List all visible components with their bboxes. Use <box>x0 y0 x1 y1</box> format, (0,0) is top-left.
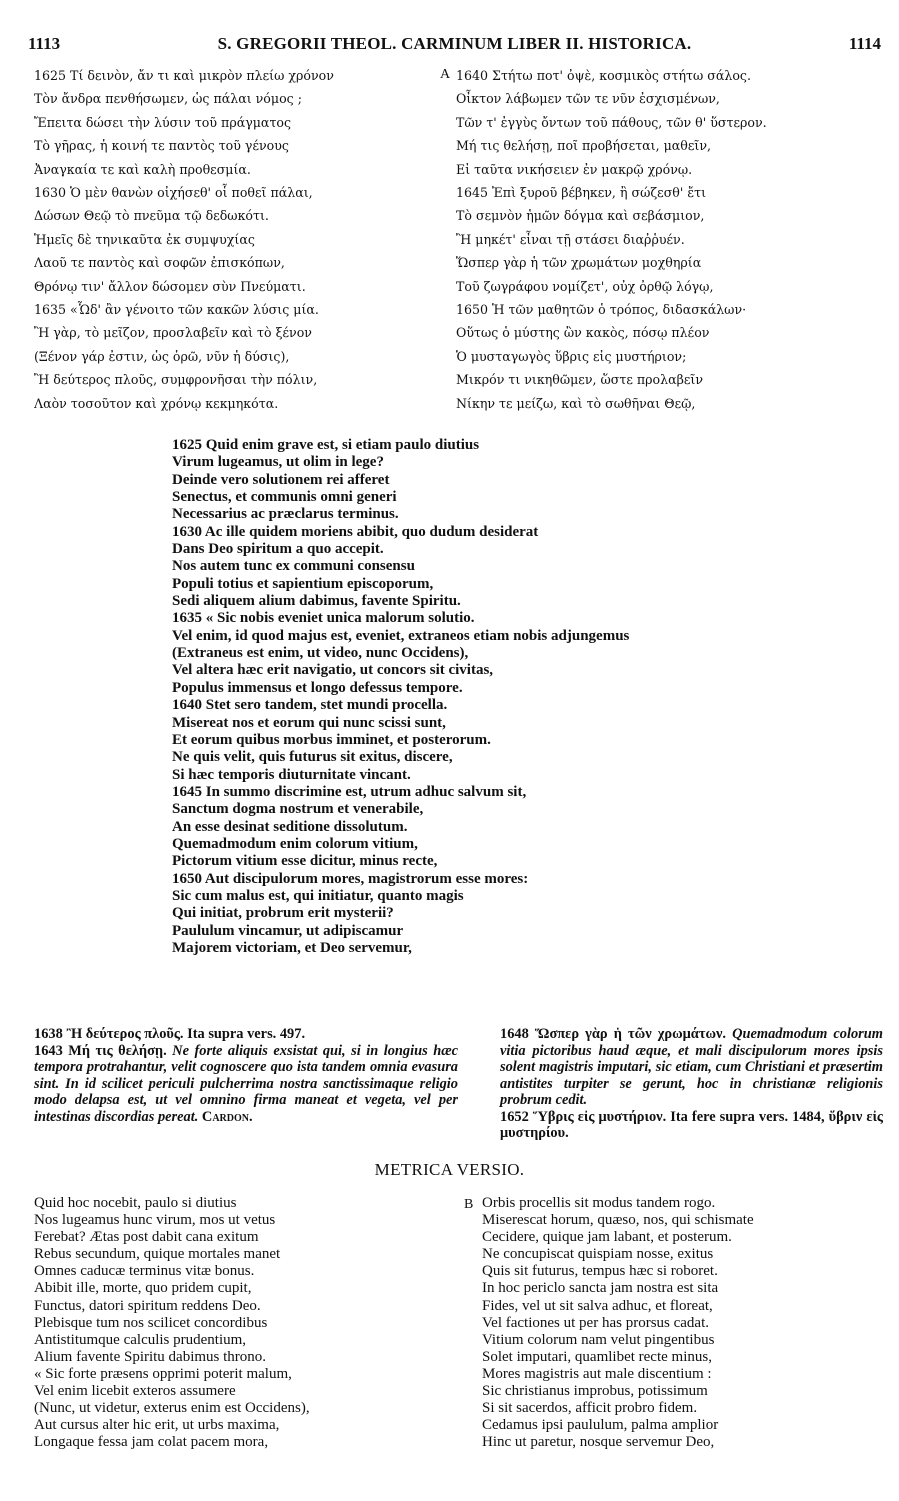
greek-verse-line: Τὸ σεμνὸν ἡμῶν δόγμα καὶ σεβάσμιον, <box>456 208 705 224</box>
greek-verse-line: Δώσων Θεῷ τὸ πνεῦμα τῷ δεδωκότι. <box>34 208 269 224</box>
latin-verse-line: Si hæc temporis diuturnitate vincant. <box>172 766 411 783</box>
metrical-verse-line: Ferebat? Ætas post dabit cana exitum <box>34 1229 259 1246</box>
greek-verse-line: Λαὸν τοσοῦτον καὶ χρόνῳ κεκμηκότα. <box>34 395 279 411</box>
greek-verse-line: (Ξένον γάρ ἐστιν, ὡς ὁρῶ, νῦν ἡ δύσις), <box>34 348 290 364</box>
metrical-verse-line: (Nunc, ut videtur, exterus enim est Occidens), <box>34 1400 310 1417</box>
greek-verse-line: Ἔπειτα δώσει τὴν λύσιν τοῦ πράγματος <box>34 114 292 130</box>
metrical-verse-line: Functus, datori spiritum reddens Deo. <box>34 1297 261 1314</box>
footnote-1648: 1648 Ὥσπερ γὰρ ἡ τῶν χρωμάτων. Quemadmodum colorum vitia pictoribus haud æque, et mali discipulorum mores ipsis solent magistris imputari, sic etiam, cum Christiani et præsertim antistites turpiter se gerunt, hoc in christianæ religionis probrum cedit. <box>500 1026 883 1108</box>
metrical-verse-line: Fides, vel ut sit salva adhuc, et floreat, <box>482 1297 713 1314</box>
metrical-verse-line: « Sic forte præsens opprimi poterit malum, <box>34 1365 292 1382</box>
greek-verse-line: Οὕτως ὁ μύστης ὢν κακὸς, πόσῳ πλέον <box>456 325 710 341</box>
metrical-verse-line: Cecidere, quique jam labant, et posterum. <box>482 1229 732 1246</box>
page-number-left: 1113 <box>28 34 61 53</box>
latin-verse-line: Sedi aliquem alium dabimus, favente Spiritu. <box>172 593 461 610</box>
latin-verse-line: Vel enim, id quod majus est, eveniet, extraneos etiam nobis adjungemus <box>172 627 630 644</box>
latin-translation-block <box>172 437 832 957</box>
metrical-verse-line: Orbis procellis sit modus tandem rogo. <box>482 1195 716 1211</box>
greek-text-column-right <box>456 64 896 415</box>
greek-verse-line: 1630 Ὁ μὲν θανὼν οἰχήσεθ' οἷ ποθεῖ πάλαι, <box>34 185 313 201</box>
greek-verse-line: Ἡμεῖς δὲ τηνικαῦτα ἐκ συμψυχίας <box>34 231 255 247</box>
greek-verse-line: Τὸ γῆρας, ἡ κοινή τε παντὸς τοῦ γένους <box>34 138 289 154</box>
greek-verse-line: Ὁ μυσταγωγὸς ὕβρις εἰς μυστήριον; <box>456 348 687 364</box>
latin-verse-line: 1630 Ac ille quidem moriens abibit, quo dudum desiderat <box>172 523 539 540</box>
metrical-verse-line: Quis sit futurus, tempus hæc si roboret. <box>482 1263 718 1280</box>
footnote-1652: 1652 Ὕβρις εἰς μυστήριον. Ita fere supra vers. 1484, ὕβριν εἰς μυστηρίου. <box>500 1108 884 1141</box>
running-title: S. GREGORII THEOL. CARMINUM LIBER II. HISTORICA. <box>217 34 692 53</box>
latin-verse-line: Et eorum quibus morbus imminet, et posterorum. <box>172 731 491 748</box>
greek-verse-line: Μή τις θελήσῃ, ποῖ προβήσεται, μαθεῖν, <box>456 138 712 154</box>
greek-verse-line: Εἰ ταῦτα νικήσειεν ἐν μακρῷ χρόνῳ. <box>456 161 693 177</box>
greek-verse-line: Ὥσπερ γὰρ ἡ τῶν χρωμάτων μοχθηρία <box>456 255 702 271</box>
metrical-verse-line: Quid hoc nocebit, paulo si diutius <box>34 1195 237 1211</box>
latin-verse-line: Qui initiat, probrum erit mysterii? <box>172 905 394 922</box>
latin-verse-line: Dans Deo spiritum a quo accepit. <box>172 541 384 558</box>
latin-verse-line: Populus immensus et longo defessus tempore. <box>172 679 463 696</box>
latin-verse-line: Majorem victoriam, et Deo servemur, <box>172 939 412 956</box>
metrical-verse-line: Solet imputari, quamlibet recte minus, <box>482 1348 712 1365</box>
latin-verse-line: Populi totius et sapientium episcoporum, <box>172 575 434 592</box>
latin-verse-line: Vel altera hæc erit navigatio, ut concors sit civitas, <box>172 662 494 679</box>
greek-verse-line: Ἢ μηκέτ' εἶναι τῇ στάσει διαῤῥυέν. <box>456 231 685 247</box>
latin-verse-line: 1635 « Sic nobis eveniet unica malorum solutio. <box>172 610 475 627</box>
greek-verse-line: Ἢ δεύτερος πλοῦς, συμφρονῆσαι τὴν πόλιν, <box>34 372 318 388</box>
greek-verse-line: Ἢ γὰρ, τὸ μεῖζον, προσλαβεῖν καὶ τὸ ξένον <box>34 325 312 341</box>
latin-verse-line: Paululum vincamur, ut adipiscamur <box>172 922 404 939</box>
metrical-verse-line: Si sit sacerdos, afficit probro fidem. <box>482 1400 698 1417</box>
metrical-verse-line: Vel factiones ut per has prorsus cadat. <box>482 1314 710 1331</box>
latin-verse-line: Sic cum malus est, qui initiatur, quanto magis <box>172 887 464 904</box>
metrical-verse-line: Mores magistris aut male discentium : <box>482 1365 712 1382</box>
metrical-verse-line: Ne concupiscat quispiam nosse, exitus <box>482 1246 714 1263</box>
greek-verse-line: 1635 «Ὧδ' ἂν γένοιτο τῶν κακῶν λύσις μία. <box>34 302 319 318</box>
latin-verse-line: (Extraneus est enim, ut video, nunc Occidens), <box>172 645 469 662</box>
metrical-verse-line: Nos lugeamus hunc virum, mos ut vetus <box>34 1212 276 1229</box>
metrical-verse-line: Vitium colorum nam velut pingentibus <box>482 1331 715 1348</box>
greek-verse-line: 1650 Ἡ τῶν μαθητῶν ὁ τρόπος, διδασκάλων· <box>456 302 747 318</box>
footnotes-right <box>500 1026 883 1142</box>
metrical-verse-line: Antistitumque calculis prudentium, <box>34 1331 247 1348</box>
metrical-version-column-left <box>34 1195 444 1451</box>
greek-verse-line: Τοῦ ζωγράφου νομίζετ', οὐχ ὀρθῷ λόγῳ, <box>456 278 714 294</box>
metrical-verse-line: Abibit ille, morte, quo pridem cupit, <box>34 1280 252 1297</box>
metrical-verse-line: Miserescat horum, quæso, nos, qui schismate <box>482 1212 754 1229</box>
greek-verse-line: 1645 Ἐπὶ ξυροῦ βέβηκεν, ἢ σώζεσθ' ἔτι <box>456 185 707 201</box>
running-header <box>28 34 881 58</box>
greek-verse-line: Λαοῦ τε παντὸς καὶ σοφῶν ἐπισκόπων, <box>34 255 285 271</box>
greek-verse-line: 1640 Στήτω ποτ' ὀψὲ, κοσμικὸς στήτω σάλος. <box>456 68 751 83</box>
section-heading: METRICA VERSIO. <box>374 1160 525 1179</box>
greek-verse-line: Τῶν τ' ἐγγὺς ὄντων τοῦ πάθους, τῶν θ' ὕστερον. <box>456 114 767 130</box>
metrical-verse-line: Aut cursus alter hic erit, ut urbs maxima, <box>34 1417 280 1434</box>
latin-verse-line: 1650 Aut discipulorum mores, magistrorum esse mores: <box>172 870 529 887</box>
greek-verse-line: Νίκην τε μείζω, καὶ τὸ σωθῆναι Θεῷ, <box>456 395 696 411</box>
latin-verse-line: Virum lugeamus, ut olim in lege? <box>172 454 384 471</box>
greek-verse-line: Μικρόν τι νικηθῶμεν, ὥστε προλαβεῖν <box>456 372 703 388</box>
greek-verse-line: Οἶκτον λάβωμεν τῶν τε νῦν ἐσχισμένων, <box>456 91 720 107</box>
metrical-version-column-right <box>482 1195 882 1451</box>
latin-verse-line: Pictorum vitium esse dicitur, minus recte, <box>172 853 438 870</box>
greek-verse-line: 1625 Τί δεινὸν, ἄν τι καὶ μικρὸν πλείω χρόνον <box>34 68 334 83</box>
latin-verse-line: An esse desinat seditione dissolutum. <box>172 818 408 835</box>
column-marker-a: A <box>440 67 451 82</box>
latin-verse-line: Sanctum dogma nostrum et venerabile, <box>172 801 424 818</box>
latin-verse-line: Quemadmodum enim colorum vitium, <box>172 835 418 852</box>
metrical-verse-line: Omnes caducæ terminus vitæ bonus. <box>34 1263 255 1280</box>
latin-verse-line: Misereat nos et eorum qui nunc scissi sunt, <box>172 714 446 731</box>
greek-verse-line: Ἀναγκαία τε καὶ καλὴ προθεσμία. <box>34 161 251 177</box>
latin-verse-line: Deinde vero solutionem rei afferet <box>172 471 390 488</box>
greek-verse-line: Θρόνῳ τιν' ἄλλον δώσομεν σὺν Πνεύματι. <box>34 278 306 294</box>
metrical-verse-line: In hoc periclo sancta jam nostra est sita <box>482 1280 719 1297</box>
latin-verse-line: Senectus, et communis omni generi <box>172 489 397 506</box>
metrical-verse-line: Sic christianus improbus, potissimum <box>482 1383 708 1400</box>
page-number-right: 1114 <box>848 34 881 53</box>
greek-verse-line: Τὸν ἄνδρα πενθήσωμεν, ὡς πάλαι νόμος ; <box>34 91 302 107</box>
footnote-1643: 1643 Μή τις θελήσῃ. Ne forte aliquis exsistat qui, si in longius hæc tempora protrahantur, velit cognoscere quo ista tandem omnia evasura sint. In id scilicet periculi pulcherrima nostra sanctissimaque religio modo delapsa est, ut vel omnino firma maneat et vegeta, vel per intestinas discordias pereat. Cardon. <box>34 1042 459 1125</box>
latin-verse-line: Necessarius ac præclarus terminus. <box>172 506 399 523</box>
greek-text-column-left <box>34 64 442 415</box>
column-marker-b: B <box>464 1197 474 1212</box>
footnote-author: Cardon. <box>201 1108 253 1125</box>
metrical-verse-line: Alium favente Spiritu dabimus throno. <box>34 1348 267 1365</box>
metrical-verse-line: Cedamus ipsi paululum, palma amplior <box>482 1417 719 1434</box>
metrical-verse-line: Rebus secundum, quique mortales manet <box>34 1246 281 1263</box>
metrical-verse-line: Longaque fessa jam colat pacem mora, <box>34 1434 269 1451</box>
latin-verse-line: 1625 Quid enim grave est, si etiam paulo diutius <box>172 437 480 453</box>
metrical-verse-line: Vel enim licebit exteros assumere <box>34 1383 236 1400</box>
latin-verse-line: Nos autem tunc ex communi consensu <box>172 558 415 575</box>
latin-verse-line: 1645 In summo discrimine est, utrum adhuc salvum sit, <box>172 783 527 800</box>
metrical-verse-line: Plebisque tum nos scilicet concordibus <box>34 1314 268 1331</box>
latin-verse-line: Ne quis velit, quis futurus sit exitus, discere, <box>172 749 453 766</box>
latin-verse-line: 1640 Stet sero tandem, stet mundi procella. <box>172 697 448 714</box>
metrical-verse-line: Hinc ut paretur, nosque servemur Deo, <box>482 1434 715 1451</box>
footnote-1638: 1638 Ἢ δεύτερος πλοῦς. Ita supra vers. 497. <box>34 1026 306 1042</box>
footnotes-left <box>34 1026 458 1125</box>
